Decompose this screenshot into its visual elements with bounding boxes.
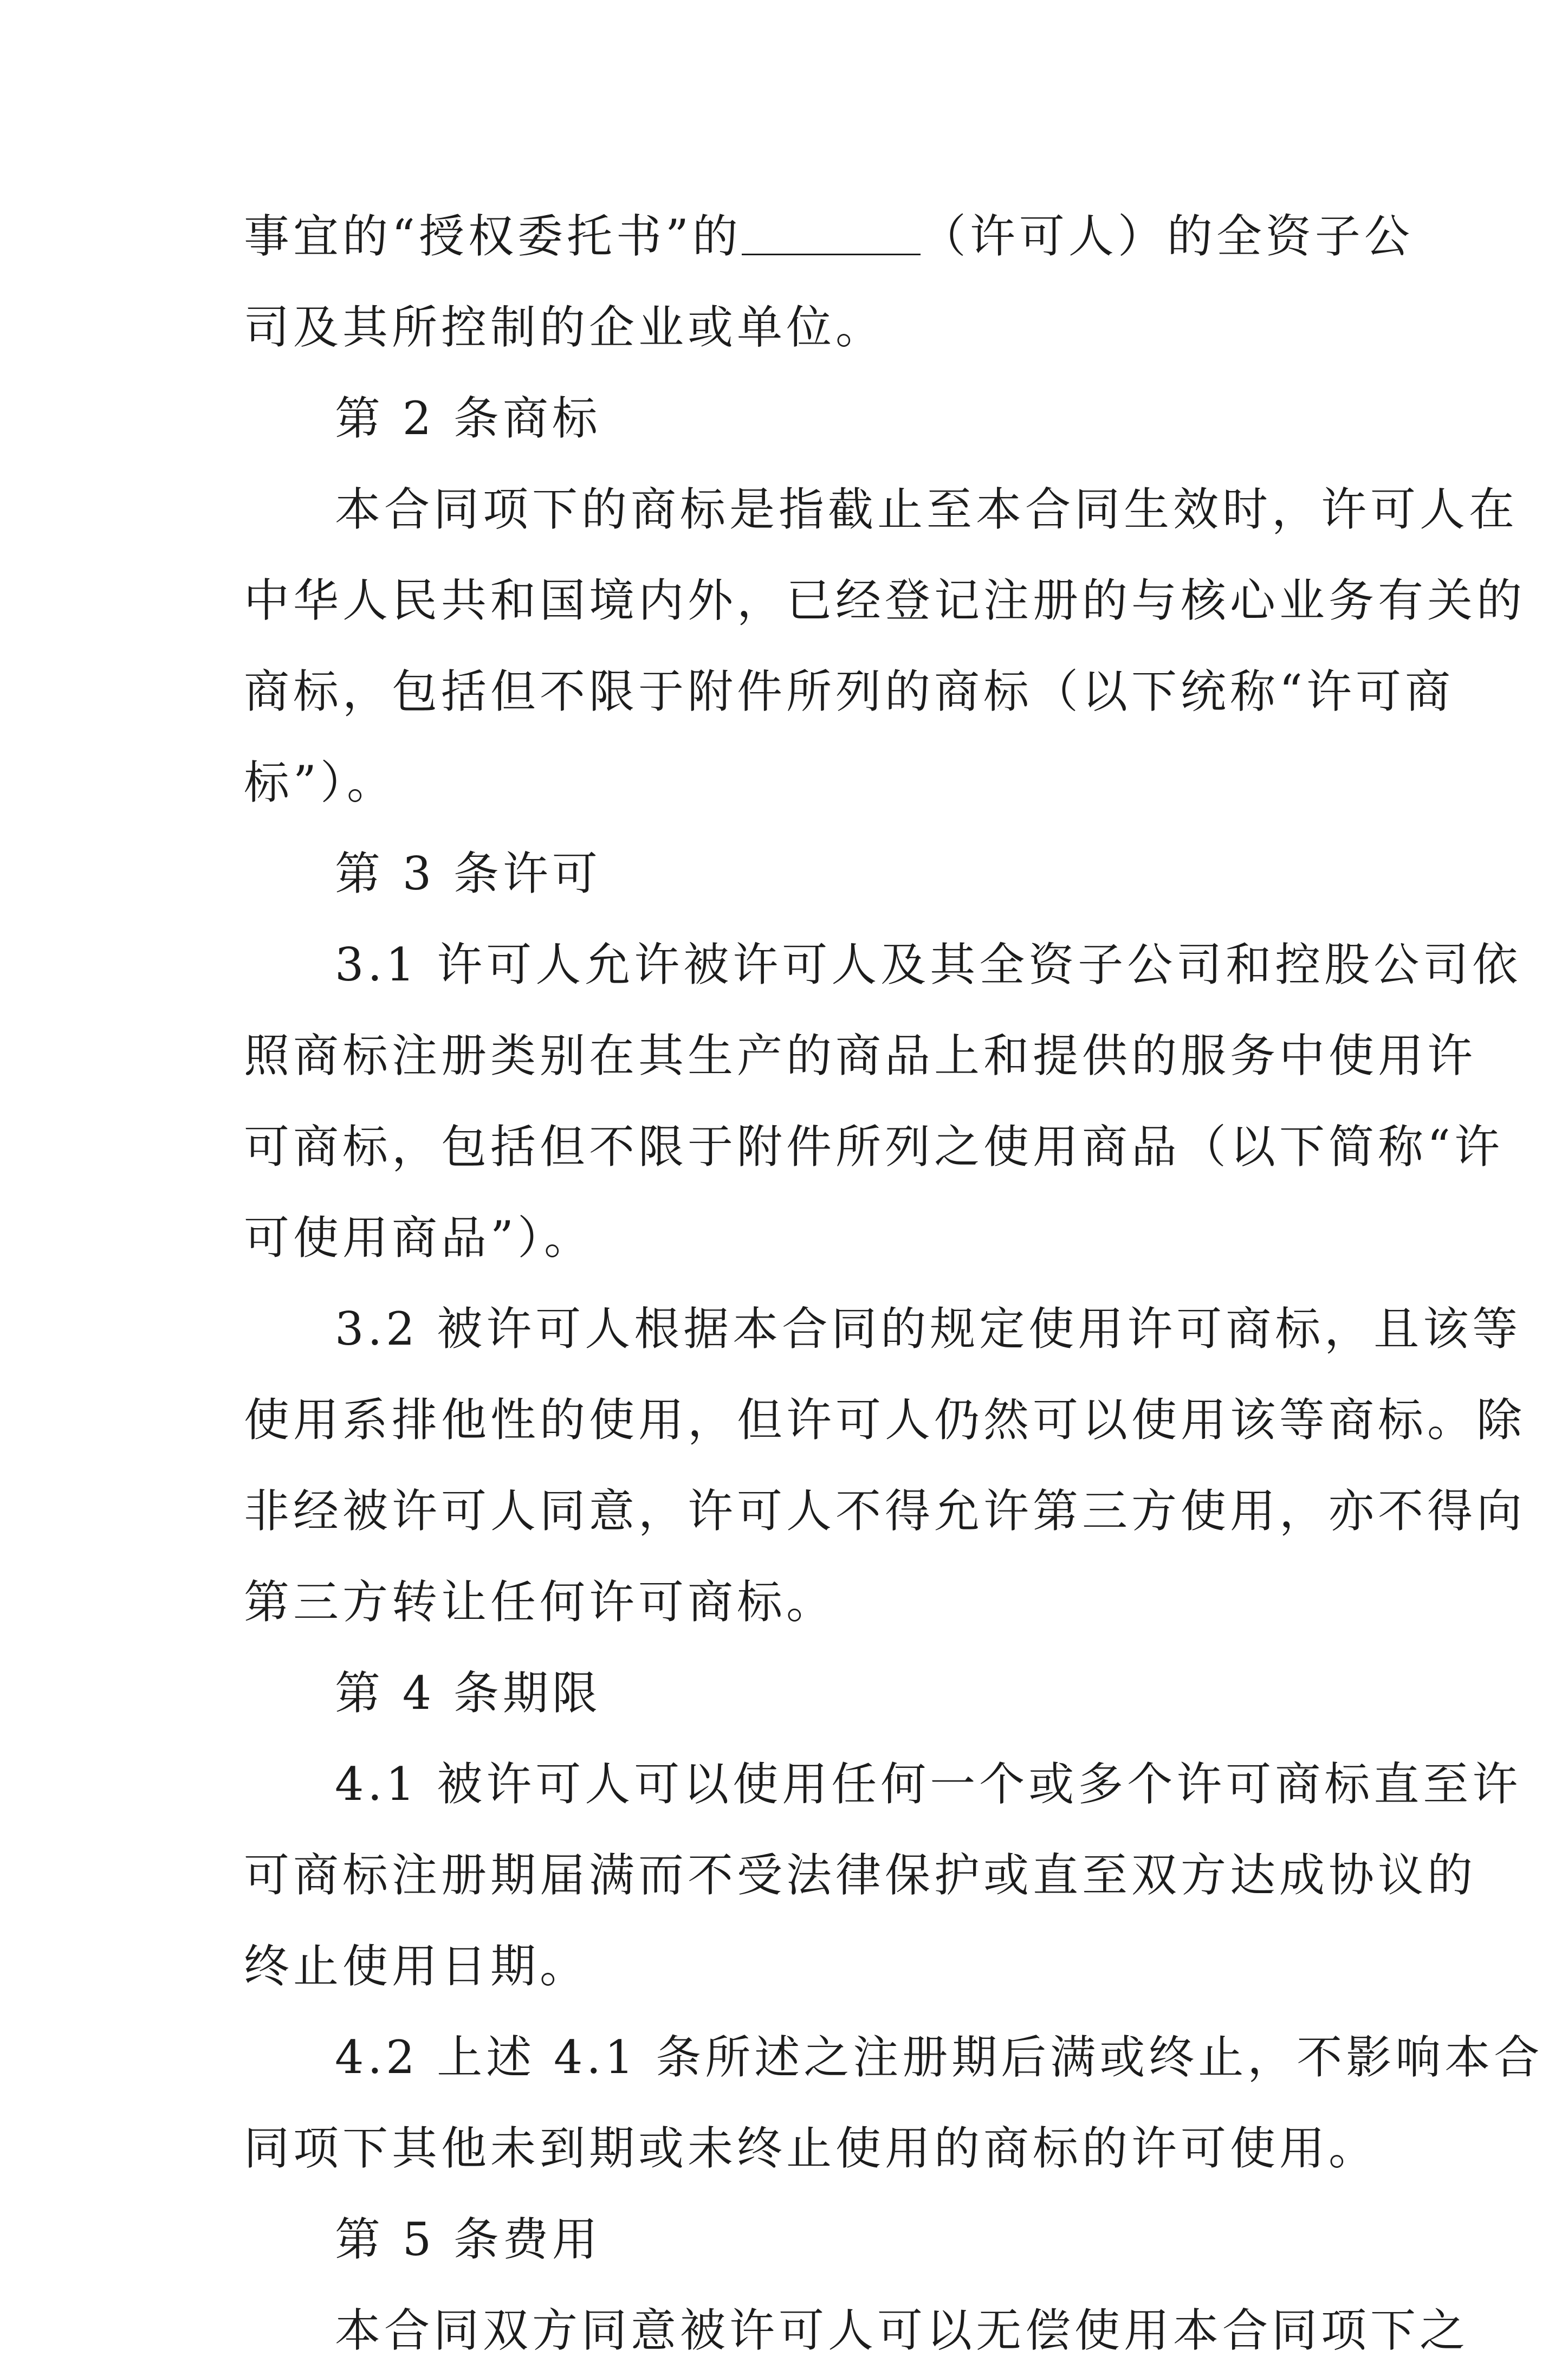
paragraph-line: 第三方转让任何许可商标。 <box>244 1576 836 1629</box>
fill-in-blank <box>742 208 921 255</box>
paragraph-line: 3.2 被许可人根据本合同的规定使用许可商标，且该等 <box>335 1302 1522 1355</box>
paragraph-line: 使用系排他性的使用，但许可人仍然可以使用该等商标。除 <box>244 1393 1526 1447</box>
article-5-title: 第 5 条费用 <box>335 2213 601 2266</box>
paragraph-line: 可使用商品”）。 <box>244 1211 593 1264</box>
paragraph-line <box>244 191 1414 282</box>
paragraph-line: 中华人民共和国境内外，已经登记注册的与核心业务有关的 <box>244 574 1526 627</box>
paragraph-line: 可商标注册期届满而不受法律保护或直至双方达成协议的 <box>244 1849 1477 1902</box>
paragraph-line: 可商标，包括但不限于附件所列之使用商品（以下简称“许 <box>244 1120 1504 1173</box>
paragraph-line: 照商标注册类别在其生产的商品上和提供的服务中使用许 <box>244 1029 1477 1082</box>
paragraph-line: 商标，包括但不限于附件所列的商标（以下统称“许可商 <box>244 665 1454 718</box>
paragraph-line: 3.1 许可人允许被许可人及其全资子公司和控股公司依 <box>335 938 1522 991</box>
paragraph-line: 同项下其他未到期或未终止使用的商标的许可使用。 <box>244 2122 1378 2175</box>
article-2-title: 第 2 条商标 <box>335 392 601 445</box>
paragraph-line: 司及其所控制的企业或单位。 <box>244 301 885 354</box>
paragraph-line: 非经被许可人同意，许可人不得允许第三方使用，亦不得向 <box>244 1484 1526 1538</box>
contract-body <box>244 191 1544 2376</box>
text-segment: （许可人）的全资子公 <box>920 210 1414 263</box>
paragraph-line: 终止使用日期。 <box>244 1940 589 1993</box>
paragraph-line: 本合同项下的商标是指截止至本合同生效时，许可人在 <box>335 483 1519 536</box>
article-3-title: 第 3 条许可 <box>335 847 601 900</box>
paragraph-line: 4.2 上述 4.1 条所述之注册期后满或终止，不影响本合 <box>335 2031 1544 2084</box>
paragraph-line: 本合同双方同意被许可人可以无偿使用本合同项下之 <box>335 2304 1469 2357</box>
paragraph-line: 4.1 被许可人可以使用任何一个或多个许可商标直至许 <box>335 1758 1522 1811</box>
article-4-title: 第 4 条期限 <box>335 1667 601 1720</box>
text-segment: 事宜的“授权委托书”的 <box>244 210 742 263</box>
paragraph-line: 标”）。 <box>244 756 396 809</box>
